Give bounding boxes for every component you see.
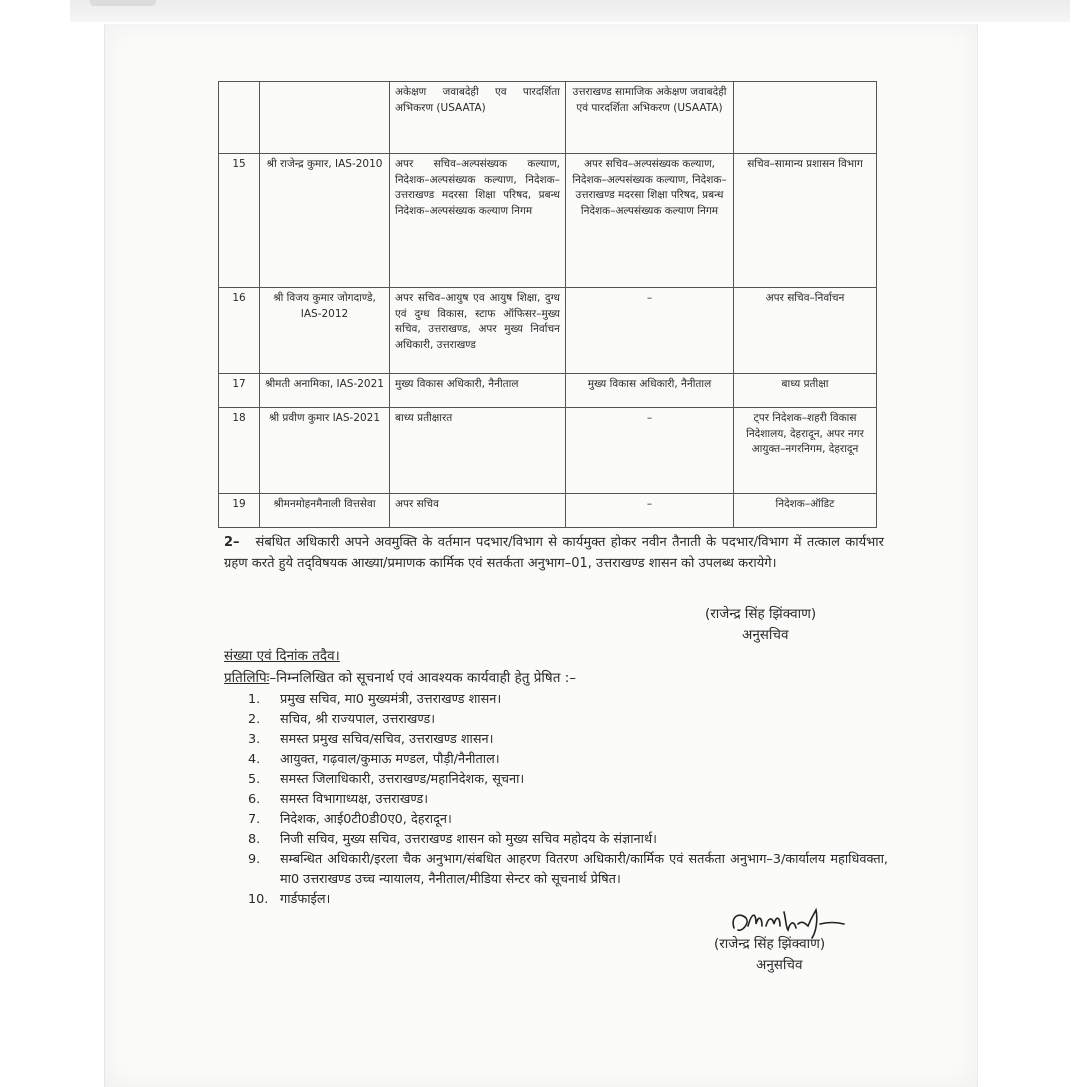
- relieved-post-cell: –: [566, 408, 734, 494]
- list-item-number: 4.: [248, 752, 261, 767]
- list-item: [248, 730, 888, 750]
- officer-name-cell: श्रीमनमोहनमैनाली वित्तसेवा: [260, 494, 390, 528]
- list-item-text: निजी सचिव, मुख्य सचिव, उत्तराखण्ड शासन को मुख्य सचिव महोदय के संज्ञानार्थ।: [280, 832, 657, 847]
- table-row: [219, 288, 877, 374]
- table-row: [219, 408, 877, 494]
- signatory-name-1: (राजेन्द्र सिंह झिंक्वाण): [705, 606, 817, 622]
- new-post-cell: अपर सचिव–निर्वाचन: [734, 288, 877, 374]
- list-item-text: सम्बन्धित अधिकारी/इरला चैक अनुभाग/संबधित आहरण वितरण अधिकारी/कार्मिक एवं सतर्कता अनुभाग–3/कार्यालय महाधिवक्ता, मा0 उत्तराखण्ड उच्च न्यायालय, नैनीताल/मीडिया सेन्टर को सूचनार्थ प्रेषित।: [280, 852, 888, 887]
- list-item-number: 5.: [248, 772, 261, 787]
- list-item-text: समस्त जिलाधिकारी, उत्तराखण्ड/महानिदेशक, सूचना।: [280, 772, 525, 787]
- serial-number-cell: [219, 82, 260, 154]
- top-tab: [90, 0, 156, 6]
- reference-line: संख्या एवं दिनांक तदैव।: [224, 648, 340, 664]
- officer-name-cell: श्रीमती अनामिका, IAS-2021: [260, 374, 390, 408]
- table-row: [219, 374, 877, 408]
- officer-name-cell: श्री प्रवीण कुमार IAS-2021: [260, 408, 390, 494]
- list-item: [248, 790, 888, 810]
- current-post-cell: अपर सचिव: [390, 494, 566, 528]
- copy-to-text: –निम्नलिखित को सूचनार्थ एवं आवश्यक कार्यवाही हेतु प्रेषित :–: [269, 670, 577, 686]
- list-item-number: 3.: [248, 732, 261, 747]
- relieved-post-cell: मुख्य विकास अधिकारी, नैनीताल: [566, 374, 734, 408]
- paragraph-text: संबधित अधिकारी अपने अवमुक्ति के वर्तमान पदभार/विभाग से कार्यमुक्त होकर नवीन तैनाती के पदभार/विभाग में तत्काल कार्यभार ग्रहण करते हुये तद्‌विषयक आख्या/प्रमाणक कार्मिक एवं सतर्कता अनुभाग–01, उत्तराखण्ड शासन को उपलब्ध करायेगे।: [224, 535, 884, 571]
- list-item: [248, 770, 888, 790]
- list-item-number: 9.: [248, 852, 261, 867]
- relieved-post-cell: उत्तराखण्ड सामाजिक अकेक्षण जवाबदेही एवं पारदर्शिता अभिकरण (USAATA): [566, 82, 734, 154]
- relieved-post-cell: अपर सचिव–अल्पसंख्यक कल्याण, निदेशक–अल्पसंख्यक कल्याण, निदेशक–उत्तराखण्ड मदरसा शिक्षा परिषद, प्रबन्ध निदेशक–अल्पसंख्यक कल्याण निगम: [566, 154, 734, 288]
- distribution-list: [248, 690, 888, 910]
- list-item-text: आयुक्त, गढ़वाल/कुमाऊ मण्डल, पौड़ी/नैनीताल।: [280, 752, 500, 767]
- list-item: [248, 850, 888, 890]
- list-item-text: प्रमुख सचिव, मा0 मुख्यमंत्री, उत्तराखण्ड शासन।: [280, 692, 502, 707]
- serial-number-cell: 16: [219, 288, 260, 374]
- top-strip: [70, 0, 1070, 22]
- table-row: [219, 154, 877, 288]
- serial-number-cell: 19: [219, 494, 260, 528]
- list-item-text: सचिव, श्री राज्यपाल, उत्तराखण्ड।: [280, 712, 436, 727]
- signatory-name-2: (राजेन्द्र सिंह झिंक्वाण): [714, 936, 826, 952]
- list-item-number: 8.: [248, 832, 261, 847]
- new-post-cell: निदेशक–ऑडिट: [734, 494, 877, 528]
- signatory-title-1: अनुसचिव: [742, 627, 789, 643]
- officer-name-cell: [260, 82, 390, 154]
- list-item-text: गार्डफाईल।: [280, 892, 331, 907]
- new-post-cell: ट्पर निदेशक–शहरी विकास निदेशालय, देहरादून, अपर नगर आयुक्त–नगरनिगम, देहरादून: [734, 408, 877, 494]
- list-item-text: समस्त प्रमुख सचिव/सचिव, उत्तराखण्ड शासन।: [280, 732, 494, 747]
- table-row: [219, 82, 877, 154]
- list-item: [248, 750, 888, 770]
- current-post-cell: बाध्य प्रतीक्षारत: [390, 408, 566, 494]
- list-item: [248, 830, 888, 850]
- relieved-post-cell: –: [566, 494, 734, 528]
- current-post-cell: मुख्य विकास अधिकारी, नैनीताल: [390, 374, 566, 408]
- paragraph-2: [224, 532, 884, 574]
- serial-number-cell: 18: [219, 408, 260, 494]
- copy-to-label: प्रतिलिपिः: [224, 670, 270, 686]
- current-post-cell: अपर सचिव–आयुष एव आयुष शिक्षा, दुग्ध एवं दुग्ध विकास, स्टाफ ऑफिसर–मुख्य सचिव, उत्तराखण्ड, अपर मुख्य निर्वाचन अधिकारी, उत्तराखण्ड: [390, 288, 566, 374]
- current-post-cell: अकेक्षण जवाबदेही एव पारदर्शिता अभिकरण (USAATA): [390, 82, 566, 154]
- list-item-text: निदेशक, आई0टी0डी0ए0, देहरादून।: [280, 812, 452, 827]
- list-item-number: 6.: [248, 792, 261, 807]
- list-item-number: 2.: [248, 712, 261, 727]
- list-item-number: 7.: [248, 812, 261, 827]
- posting-table: [218, 81, 877, 528]
- new-post-cell: बाध्य प्रतीक्षा: [734, 374, 877, 408]
- list-item-number: 1.: [248, 692, 261, 707]
- signatory-title-2: अनुसचिव: [756, 957, 803, 973]
- relieved-post-cell: –: [566, 288, 734, 374]
- paragraph-number: 2–: [224, 535, 240, 550]
- new-post-cell: सचिव–सामान्य प्रशासन विभाग: [734, 154, 877, 288]
- current-post-cell: अपर सचिव–अल्पसंख्यक कल्याण, निदेशक–अल्पसंख्यक कल्याण, निदेशक–उत्तराखण्ड मदरसा शिक्षा परिषद, प्रबन्ध निदेशक–अल्पसंख्यक कल्याण निगम: [390, 154, 566, 288]
- list-item-text: समस्त विभागाध्यक्ष, उत्तराखण्ड।: [280, 792, 429, 807]
- new-post-cell: [734, 82, 877, 154]
- officer-name-cell: श्री विजय कुमार जोगदाण्डे, IAS-2012: [260, 288, 390, 374]
- table-row: [219, 494, 877, 528]
- serial-number-cell: 15: [219, 154, 260, 288]
- list-item-number: 10.: [248, 892, 269, 907]
- list-item: [248, 810, 888, 830]
- list-item: [248, 690, 888, 710]
- officer-name-cell: श्री राजेन्द्र कुमार, IAS-2010: [260, 154, 390, 288]
- list-item: [248, 710, 888, 730]
- copy-to-line: [224, 668, 576, 686]
- serial-number-cell: 17: [219, 374, 260, 408]
